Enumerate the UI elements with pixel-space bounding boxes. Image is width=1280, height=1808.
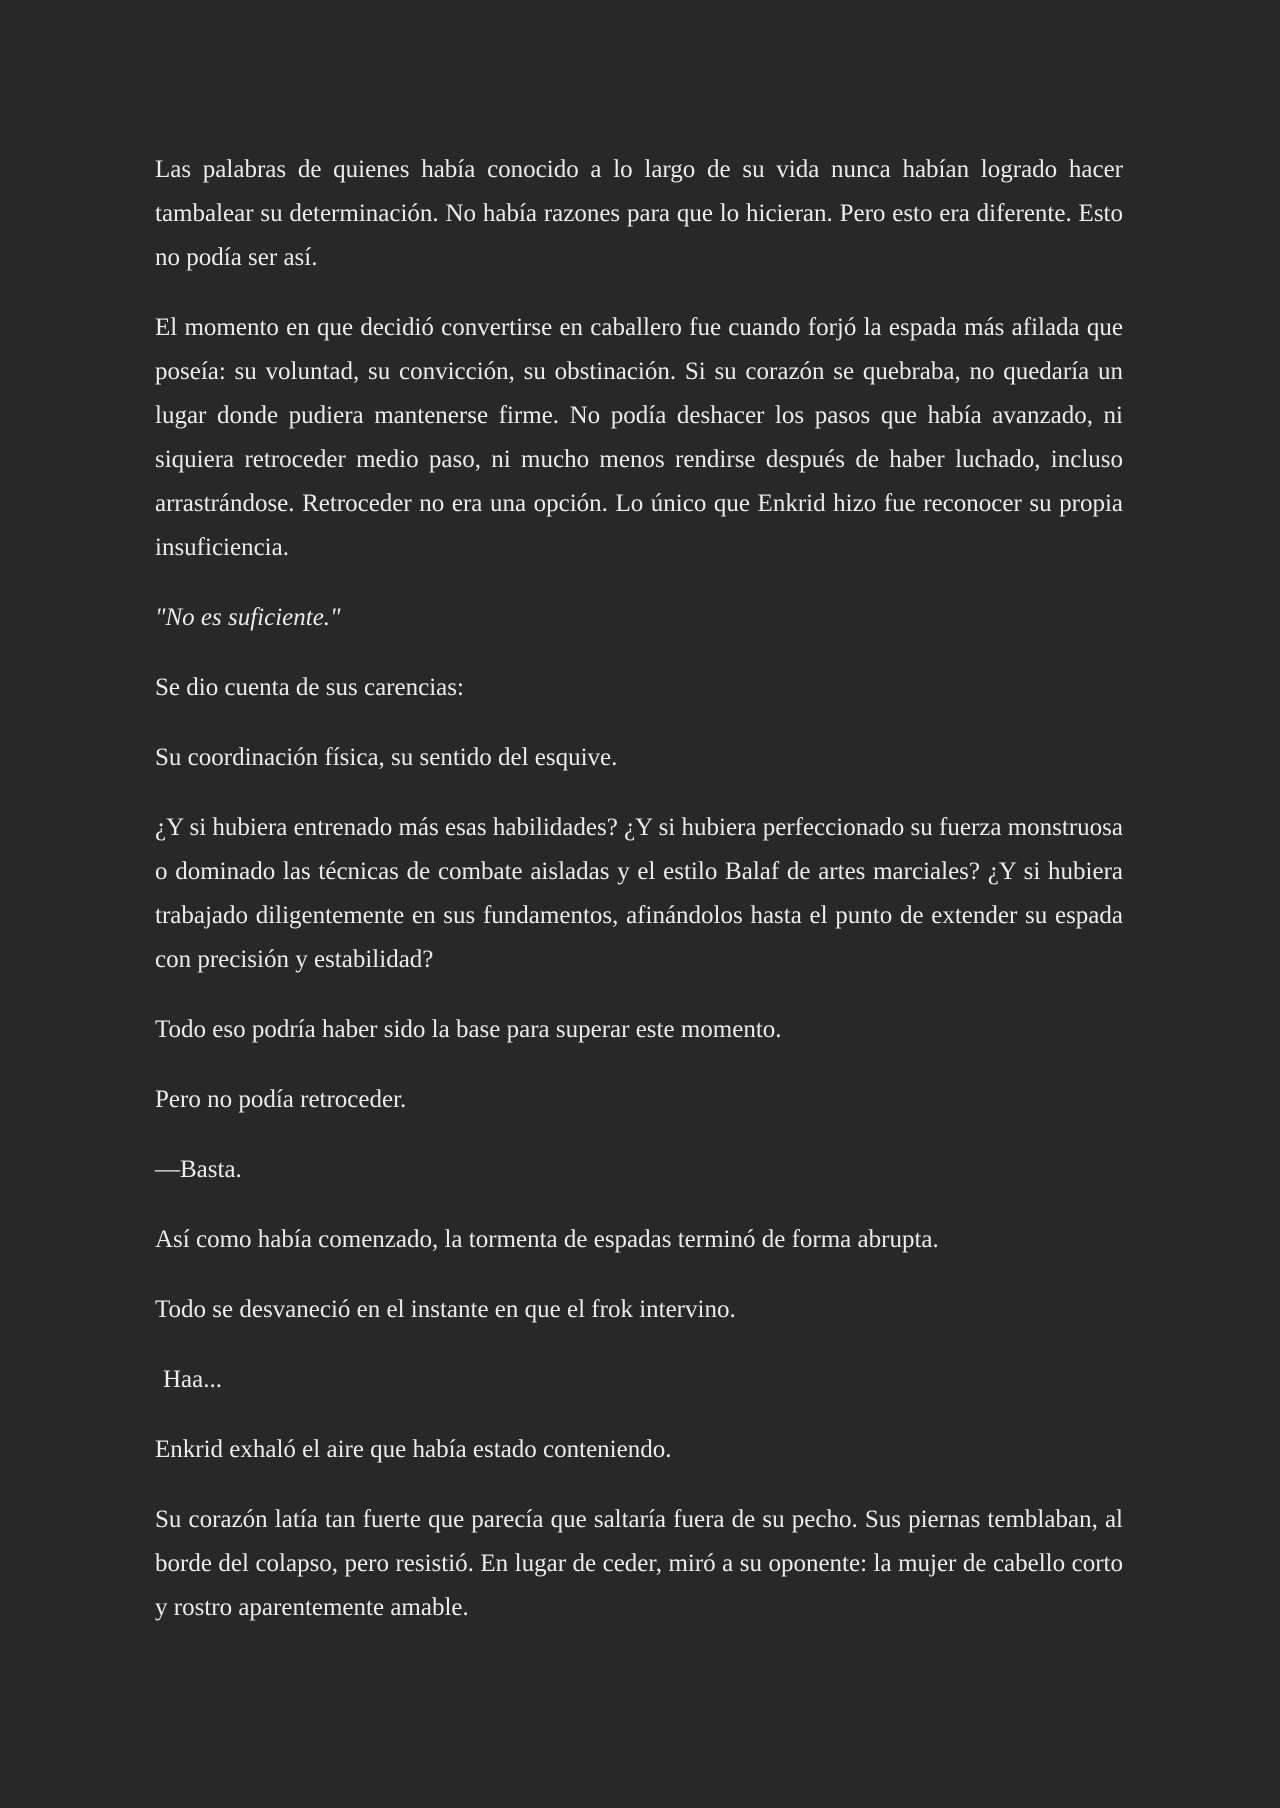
paragraph-10: Así como había comenzado, la tormenta de espadas terminó de forma abrupta.: [155, 1226, 939, 1253]
paragraph-3-quote: "No es suficiente.": [155, 604, 341, 631]
paragraph-9-dialogue: —Basta.: [155, 1156, 242, 1183]
paragraph-7: Todo eso podría haber sido la base para superar este momento.: [155, 1016, 782, 1043]
paragraph-6: ¿Y si hubiera entrenado más esas habilidades? ¿Y si hubiera perfeccionado su fuerza monstruosa o dominado las técnicas de combate aisladas y el estilo Balaf de artes marciales? ¿Y si hubiera trabajado diligentemente en sus fundamentos, afinándolos hasta el punto de extender su espada con precisión y estabilidad?: [155, 814, 1123, 973]
paragraph-11: Todo se desvaneció en el instante en que el frok intervino.: [155, 1296, 736, 1323]
paragraph-13: Enkrid exhaló el aire que había estado conteniendo.: [155, 1436, 672, 1463]
paragraph-5: Su coordinación física, su sentido del esquive.: [155, 744, 618, 771]
paragraph-14: Su corazón latía tan fuerte que parecía que saltaría fuera de su pecho. Sus piernas temblaban, al borde del colapso, pero resistió. En lugar de ceder, miró a su oponente: la mujer de cabello corto y rostro aparentemente amable.: [155, 1506, 1123, 1621]
paragraph-1: Las palabras de quienes había conocido a lo largo de su vida nunca habían logrado hacer tambalear su determinación. No había razones para que lo hicieran. Pero esto era diferente. Esto no podía ser así.: [155, 156, 1123, 271]
paragraph-8: Pero no podía retroceder.: [155, 1086, 407, 1113]
reader-page: [155, 148, 1123, 1656]
paragraph-12: Haa...: [163, 1366, 222, 1393]
paragraph-4: Se dio cuenta de sus carencias:: [155, 674, 464, 701]
paragraph-2: El momento en que decidió convertirse en caballero fue cuando forjó la espada más afilada que poseía: su voluntad, su convicción, su obstinación. Si su corazón se quebraba, no quedaría un lugar donde pudiera mantenerse firme. No podía deshacer los pasos que había avanzado, ni siquiera retroceder medio paso, ni mucho menos rendirse después de haber luchado, incluso arrastrándose. Retroceder no era una opción. Lo único que Enkrid hizo fue reconocer su propia insuficiencia.: [155, 314, 1123, 561]
